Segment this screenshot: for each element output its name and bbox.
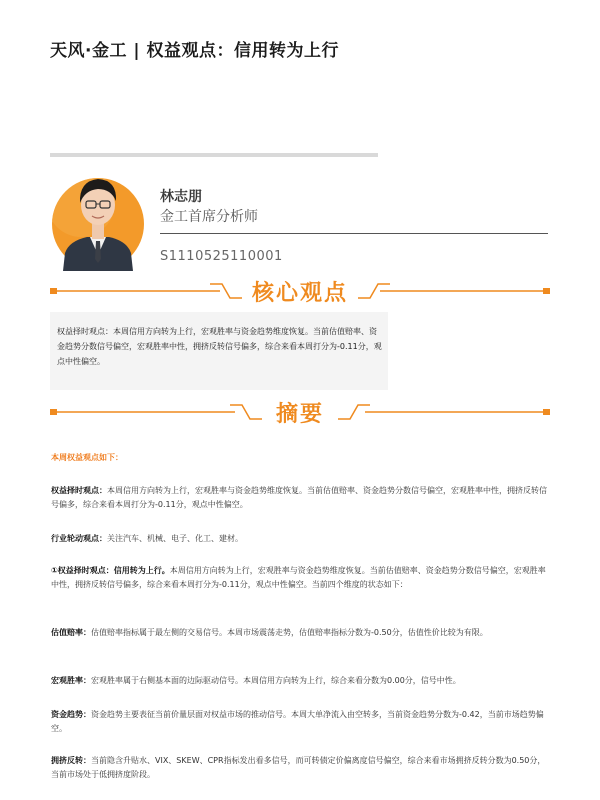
paragraph-text: 宏观胜率属于右侧基本面的边际驱动信号。本周信用方向转为上行，综合来看分数为0.00分，信号中性。 xyxy=(91,676,461,685)
summary-banner xyxy=(50,395,550,429)
paragraph-text: 当前隐含升贴水、VIX、SKEW、CPR指标发出看多信号，而可转债定价偏离度信号偏空，综合来看市场拥挤反转分数为0.50分，当前市场处于低拥挤度阶段。 xyxy=(51,756,546,779)
paragraph-credit-upturn xyxy=(51,564,551,592)
author-role: 金工首席分析师 xyxy=(160,209,258,225)
top-divider xyxy=(50,153,378,157)
paragraph-text: 资金趋势主要表征当前价量层面对权益市场的推动信号。本周大单净流入由空转多，当前资金趋势分数为-0.42，当前市场趋势偏空。 xyxy=(51,710,544,733)
paragraph-valuation-odds xyxy=(51,626,551,640)
core-text: 权益择时观点：本周信用方向转为上行，宏观胜率与资金趋势维度恢复。当前估值赔率、资金趋势分数信号偏空，宏观胜率中性，拥挤反转信号偏多，综合来看本周打分为-0.11分，观点中性偏空。 xyxy=(57,327,382,366)
paragraph-label: ①权益择时观点：信用转为上行。 xyxy=(51,566,170,575)
paragraph-macro-winrate xyxy=(51,674,551,688)
paragraph-fund-trend xyxy=(51,708,551,736)
paragraph-text: 估值赔率指标属于最左侧的交易信号。本周市场震荡走势，估值赔率指标分数为-0.50分，估值性价比较为有限。 xyxy=(91,628,488,637)
paragraph-label: 宏观胜率： xyxy=(51,676,91,685)
author-divider xyxy=(160,233,548,234)
paragraph-label: 拥挤反转： xyxy=(51,756,91,765)
summary-subheading: 本周权益观点如下： xyxy=(51,453,123,462)
core-banner xyxy=(50,274,550,308)
summary-heading: 摘要 xyxy=(275,402,324,427)
paragraph-label: 权益择时观点： xyxy=(51,486,107,495)
paragraph-text: 本周信用方向转为上行，宏观胜率与资金趋势维度恢复。当前估值赔率、资金趋势分数信号偏空，宏观胜率中性，拥挤反转信号偏多，综合来看本周打分为-0.11分，观点中性偏空。 xyxy=(51,486,547,509)
document-title: 天风·金工 | 权益观点：信用转为上行 xyxy=(50,41,340,61)
paragraph-industry-rotation xyxy=(51,532,551,546)
paragraph-label: 估值赔率： xyxy=(51,628,91,637)
paragraph-text: 关注汽车、机械、电子、化工、建材。 xyxy=(107,534,243,543)
paragraph-crowding-reversal xyxy=(51,754,551,782)
core-heading: 核心观点 xyxy=(251,281,348,306)
paragraph-label: 资金趋势： xyxy=(51,710,91,719)
paragraph-text: 本周信用方向转为上行，宏观胜率与资金趋势维度恢复。当前估值赔率、资金趋势分数信号偏空，宏观胜率中性，拥挤反转信号偏多，综合来看本周打分为-0.11分，观点中性偏空。当前四个维度的状态如下： xyxy=(51,566,546,589)
author-name: 林志朋 xyxy=(160,189,202,205)
author-avatar xyxy=(51,163,145,271)
paragraph-equity-timing xyxy=(51,484,551,512)
author-license-id: S1110525110001 xyxy=(160,249,283,264)
paragraph-label: 行业轮动观点： xyxy=(51,534,107,543)
